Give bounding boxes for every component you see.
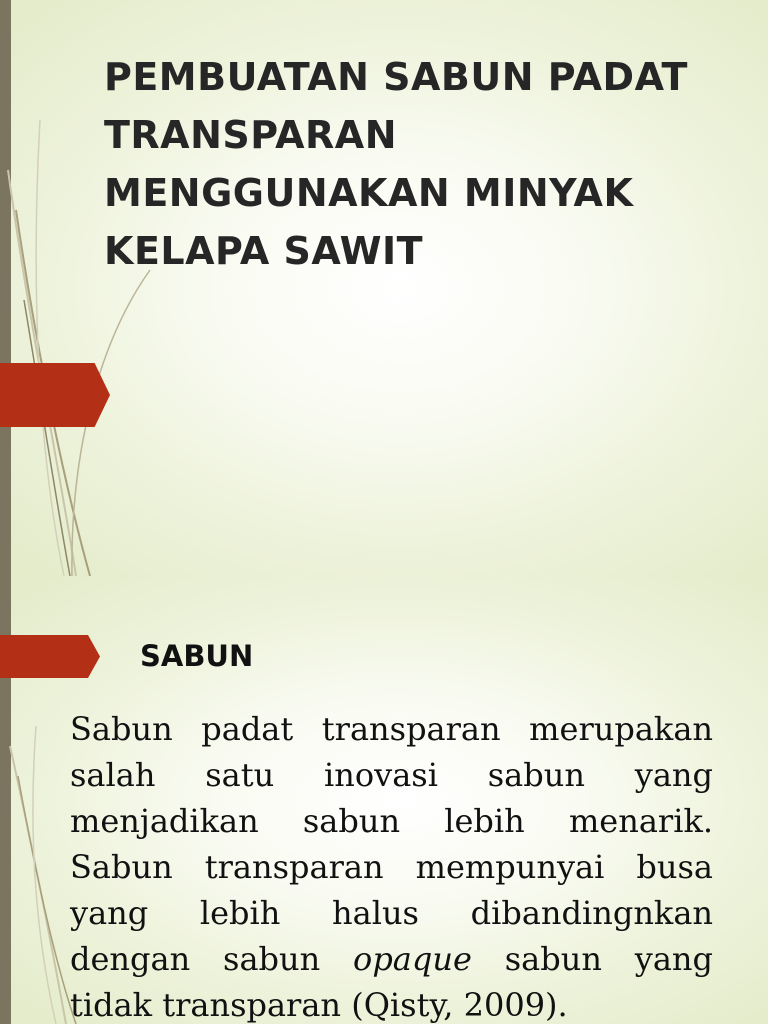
accent-arrow-marker (0, 635, 100, 678)
section-heading: SABUN (140, 639, 254, 673)
accent-arrow-marker (0, 363, 110, 427)
slide-side-bar (0, 0, 11, 576)
content-slide (0, 576, 768, 1024)
slide-title: PEMBUATAN SABUN PADAT TRANSPARAN MENGGUNAKAN MINYAK KELAPA SAWIT (104, 55, 688, 273)
body-paragraph (70, 706, 713, 1024)
paragraph-text-start: Sabun padat transparan merupakan salah satu inovasi sabun yang menjadikan sabun lebih menarik. Sabun transparan mempunyai busa yang lebih halus dibandingnkan dengan sabun (70, 710, 713, 978)
paragraph-text-end: sabun yang tidak transparan (Qisty, 2009). (70, 940, 713, 1024)
emphasized-term: opaque (353, 940, 472, 978)
